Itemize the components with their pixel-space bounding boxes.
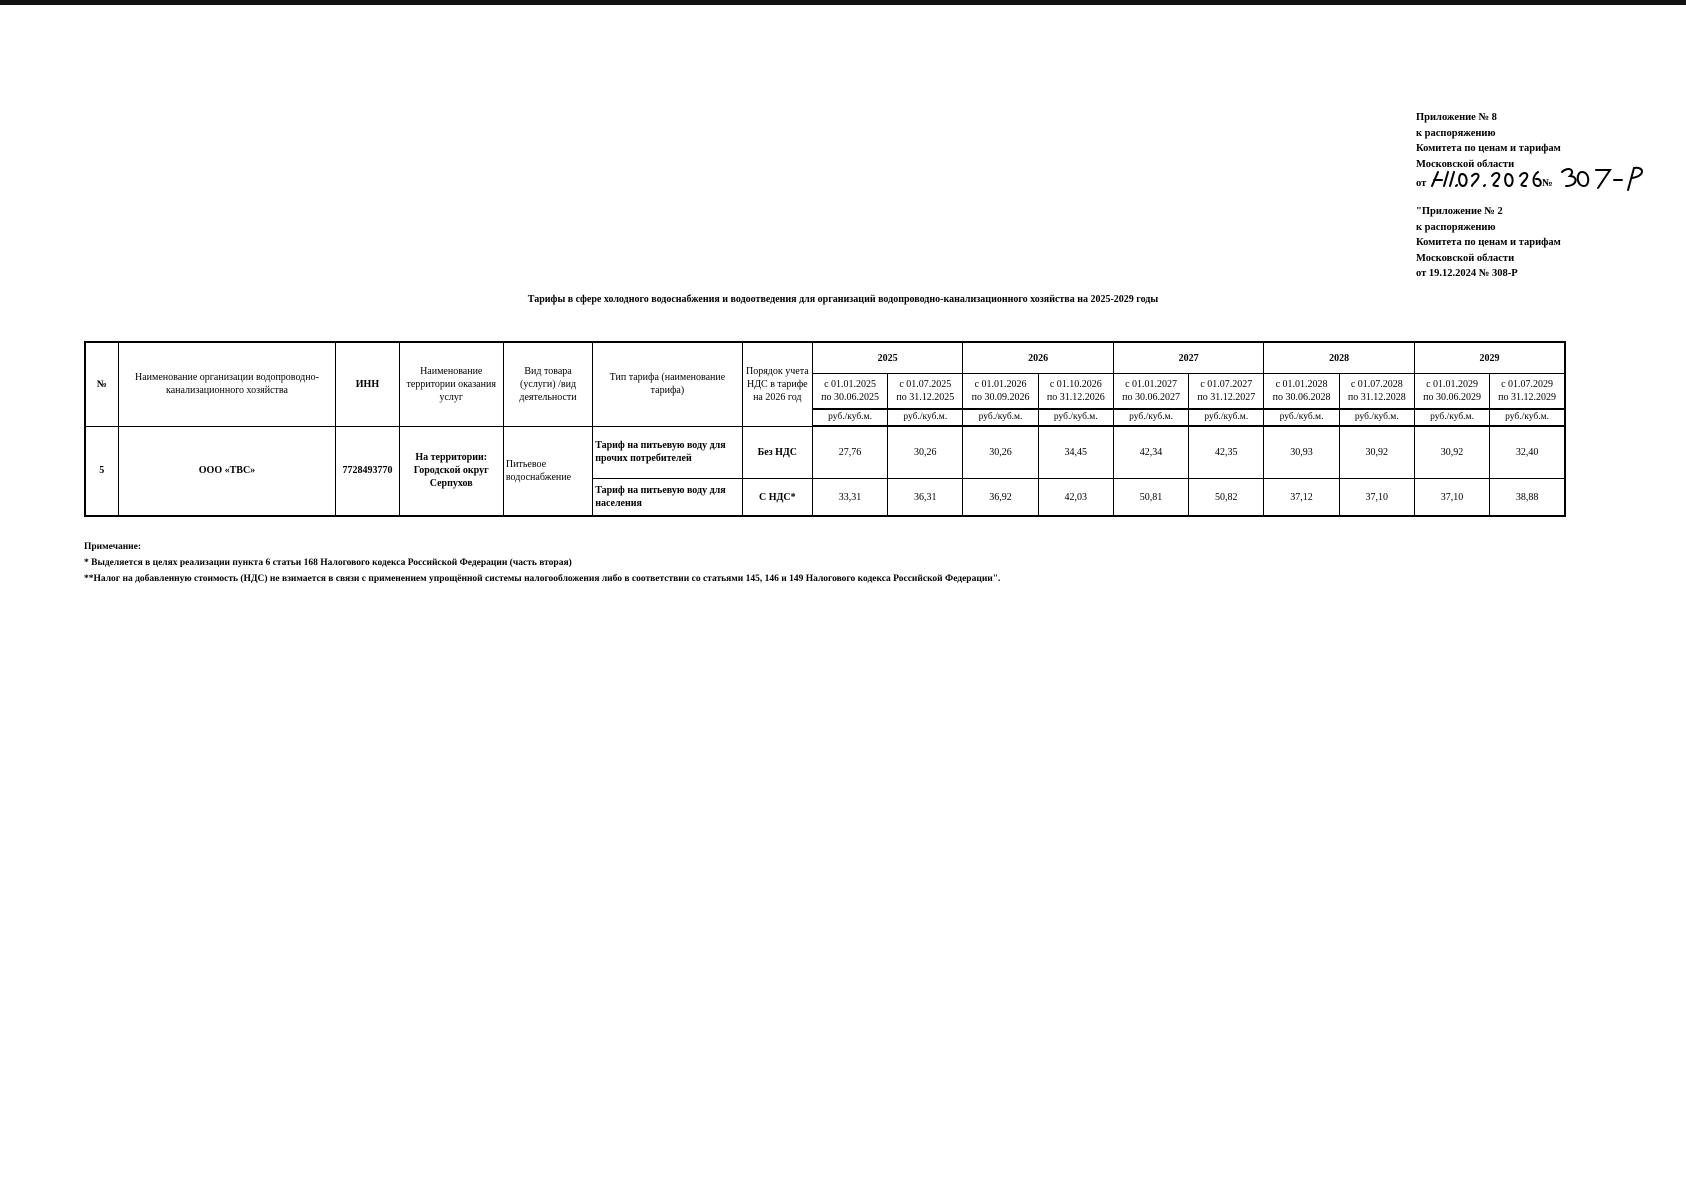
tariff-value: 30,92 [1339, 426, 1414, 479]
number-prefix: № [1542, 178, 1553, 189]
header-unit: руб./куб.м. [1490, 409, 1565, 426]
appendix-number: "Приложение № 2 [1416, 206, 1503, 217]
row-org: ООО «ТВС» [118, 426, 336, 516]
tariff-value: 30,26 [963, 426, 1038, 479]
tariff-value: 30,92 [1414, 426, 1489, 479]
appendix-line: Комитета по ценам и тарифам [1416, 237, 1561, 248]
note-vat-exempt: **Налог на добавленную стоимость (НДС) не взимается в связи с применением упрощённой системы налогообложения либо в соответствии со статьями 145, 146 и 149 Налогового кодекса Российской Федерации". [84, 574, 1001, 584]
handwritten-number [1558, 162, 1648, 194]
appendix-date: от 19.12.2024 № 308-Р [1416, 268, 1518, 279]
header-year: 2029 [1414, 342, 1565, 374]
table-row [85, 426, 1565, 479]
appendix-line: Московской области [1416, 252, 1515, 264]
header-tariff-type: Тип тарифа (наименование тарифа) [593, 342, 743, 426]
tariff-value: 33,31 [812, 479, 887, 517]
tariff-value: 27,76 [812, 426, 887, 479]
header-unit: руб./куб.м. [1264, 409, 1339, 426]
tariff-value: 34,45 [1038, 426, 1113, 479]
date-prefix: от [1416, 178, 1427, 189]
header-unit: руб./куб.м. [888, 409, 963, 426]
header-period: с 01.01.2028 по 30.06.2028 [1264, 374, 1339, 410]
tariff-value: 42,34 [1113, 426, 1188, 479]
document-title: Тарифы в сфере холодного водоснабжения и водоотведения для организаций водопроводно-канализационного хозяйства на 2025-2029 годы [527, 294, 1159, 305]
header-period: с 01.01.2025 по 30.06.2025 [812, 374, 887, 410]
row-inn: 7728493770 [336, 426, 399, 516]
header-unit: руб./куб.м. [1339, 409, 1414, 426]
row-goods: Питьевое водоснабжение [503, 426, 592, 516]
header-year: 2025 [812, 342, 963, 374]
header-period: с 01.07.2025 по 31.12.2025 [888, 374, 963, 410]
notes [84, 539, 1000, 587]
tariff-value: 38,88 [1490, 479, 1565, 517]
tariff-value: 42,35 [1189, 426, 1264, 479]
note-vat-allocated: * Выделяется в целях реализации пункта 6 статьи 168 Налогового кодекса Российской Федерации (часть вторая) [84, 558, 572, 568]
tariffs-table [84, 341, 1566, 517]
tariff-value: 30,26 [888, 426, 963, 479]
header-year: 2026 [963, 342, 1114, 374]
tariff-value: 50,82 [1189, 479, 1264, 517]
handwritten-date [1428, 164, 1553, 194]
header-period: с 01.07.2027 по 31.12.2027 [1189, 374, 1264, 410]
appendix-line: к распоряжению [1416, 127, 1496, 139]
appendix-line: Московской области [1416, 158, 1515, 170]
tariff-value: 42,03 [1038, 479, 1113, 517]
header-year: 2027 [1113, 342, 1264, 374]
tariff-value: 36,31 [888, 479, 963, 517]
appendix-line: Комитета по ценам и тарифам [1416, 143, 1561, 154]
header-vat: Порядок учета НДС в тарифе на 2026 год [742, 342, 812, 426]
scan-top-edge [0, 0, 1686, 5]
tariff-value: 37,10 [1339, 479, 1414, 517]
tariff-value: 36,92 [963, 479, 1038, 517]
row-vat: Без НДС [742, 426, 812, 479]
header-unit: руб./куб.м. [1189, 409, 1264, 426]
header-num: № [85, 342, 118, 426]
header-period: с 01.01.2029 по 30.06.2029 [1414, 374, 1489, 410]
appendix-date-row [1416, 172, 1561, 192]
appendix-header-old [1416, 204, 1561, 282]
tariff-value: 37,10 [1414, 479, 1489, 517]
header-period: с 01.01.2027 по 30.06.2027 [1113, 374, 1188, 410]
header-year: 2028 [1264, 342, 1415, 374]
row-territory: На территории: Городской округ Серпухов [399, 426, 503, 516]
header-unit: руб./куб.м. [1113, 409, 1188, 426]
header-territory: Наименование территории оказания услуг [399, 342, 503, 426]
appendix-line: к распоряжению [1416, 221, 1496, 233]
header-unit: руб./куб.м. [963, 409, 1038, 426]
header-period: с 01.01.2026 по 30.09.2026 [963, 374, 1038, 410]
header-unit: руб./куб.м. [812, 409, 887, 426]
tariff-value: 32,40 [1490, 426, 1565, 479]
row-tariff-type: Тариф на питьевую воду для населения [593, 479, 743, 517]
row-num: 5 [85, 426, 118, 516]
appendix-header-new [1416, 110, 1561, 192]
row-vat: С НДС* [742, 479, 812, 517]
tariff-value: 37,12 [1264, 479, 1339, 517]
appendix-number: Приложение № 8 [1416, 112, 1497, 123]
tariff-value: 30,93 [1264, 426, 1339, 479]
header-period: с 01.10.2026 по 31.12.2026 [1038, 374, 1113, 410]
header-period: с 01.07.2028 по 31.12.2028 [1339, 374, 1414, 410]
notes-heading: Примечание: [84, 542, 142, 552]
header-unit: руб./куб.м. [1414, 409, 1489, 426]
header-unit: руб./куб.м. [1038, 409, 1113, 426]
header-goods: Вид товара (услуги) /вид деятельности [503, 342, 592, 426]
tariff-value: 50,81 [1113, 479, 1188, 517]
header-period: с 01.07.2029 по 31.12.2029 [1490, 374, 1565, 410]
row-tariff-type: Тариф на питьевую воду для прочих потребителей [593, 426, 743, 479]
header-org: Наименование организации водопроводно-канализационного хозяйства [118, 342, 336, 426]
header-inn: ИНН [336, 342, 399, 426]
